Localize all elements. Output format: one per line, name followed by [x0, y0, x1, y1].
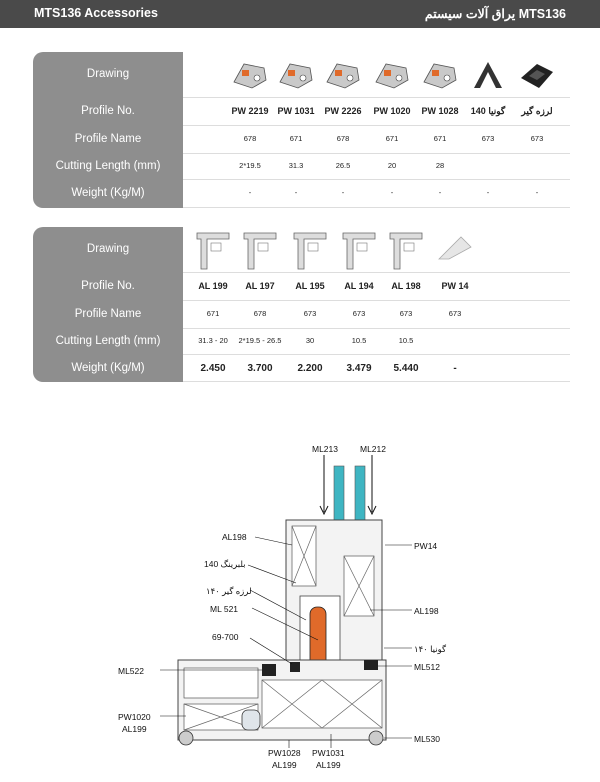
label-ml212: ML212: [360, 444, 386, 454]
corner-cleat-icon: [323, 58, 363, 94]
table-row: [33, 154, 570, 180]
corner-cleat-icon: [420, 58, 460, 94]
profile-section-icon: [193, 229, 233, 273]
profile-section-icon: [386, 229, 426, 273]
table-cell: 2*19.5 - 26.5: [238, 336, 282, 345]
table-cell: AL 199: [198, 281, 228, 291]
label-69-700: 69-700: [212, 632, 239, 642]
table-cell: 678: [243, 134, 257, 143]
accessories-table: [33, 52, 570, 208]
row-label: Profile Name: [74, 133, 142, 145]
table-cell: -: [248, 188, 252, 197]
label-al199-right: AL199: [316, 760, 341, 770]
table-cell: -: [390, 188, 394, 197]
table-cell: 28: [435, 161, 445, 170]
label-al198-right: AL198: [414, 606, 439, 616]
table-cell: -: [535, 188, 539, 197]
table-row: [33, 329, 570, 355]
table-cell: 10.5: [351, 336, 367, 345]
section-diagram: [0, 430, 600, 782]
label-pw14: PW14: [414, 541, 438, 551]
profile-section-icon: [339, 229, 379, 273]
table-row: [33, 126, 570, 154]
table-cell: 2.200: [297, 362, 323, 374]
label-al198-top: AL198: [222, 532, 247, 542]
corner-bracket-icon: [468, 58, 508, 94]
label-pw1031: PW1031: [312, 748, 345, 758]
table-cell: 673: [303, 309, 317, 318]
corner-cleat-icon: [372, 58, 412, 94]
table-cell: AL 198: [391, 281, 421, 291]
label-ml530: ML530: [414, 734, 440, 744]
table-row: [33, 227, 570, 273]
label-al199-mid: AL199: [272, 760, 297, 770]
label-ml522: ML522: [118, 666, 144, 676]
label-pw1020: PW1020: [118, 712, 151, 722]
table-cell: گونیا 140: [470, 106, 506, 116]
table-cell: 2*19.5: [239, 161, 261, 170]
table-cell: -: [341, 188, 345, 197]
table-cell: 671: [385, 134, 399, 143]
table-cell: PW 2219: [231, 106, 269, 116]
header-title-en: MTS136 Accessories: [34, 6, 158, 20]
table-cell: PW 1028: [421, 106, 459, 116]
label-ml213: ML213: [312, 444, 338, 454]
table-cell: 673: [352, 309, 366, 318]
label-al199-left: AL199: [122, 724, 147, 734]
corner-cleat-icon: [230, 58, 270, 94]
anti-vibration-block-icon: [517, 58, 557, 94]
table-cell: PW 1031: [277, 106, 315, 116]
label-ml512: ML512: [414, 662, 440, 672]
label-damper: لرزه گیر ۱۴۰: [206, 586, 252, 596]
profile-section-icon: [290, 229, 330, 273]
table-row: [33, 180, 570, 208]
table-cell: -: [453, 362, 457, 374]
table-cell: 3.479: [346, 362, 372, 374]
angle-profile-icon: [435, 229, 475, 273]
table-cell: 671: [433, 134, 447, 143]
table-cell: AL 195: [295, 281, 325, 291]
table-cell: -: [486, 188, 490, 197]
row-label: Profile Name: [74, 308, 142, 320]
glass-pane: [355, 466, 365, 528]
table-cell: -: [294, 188, 298, 197]
table-cell: 31.3 - 20: [198, 336, 228, 345]
table-cell: 5.440: [393, 362, 419, 374]
table-cell: -: [438, 188, 442, 197]
table-cell: 671: [289, 134, 303, 143]
table-cell: PW 1020: [373, 106, 411, 116]
page-header: [0, 0, 600, 28]
row-label: Drawing: [86, 68, 130, 80]
label-pw1028: PW1028: [268, 748, 301, 758]
table-cell: 673: [481, 134, 495, 143]
row-label: Weight (Kg/M): [71, 361, 145, 374]
profiles-table: [33, 227, 570, 382]
table-row: [33, 52, 570, 98]
table-cell: 673: [399, 309, 413, 318]
table-cell: AL 194: [344, 281, 374, 291]
table-cell: 678: [253, 309, 267, 318]
label-ml521: ML 521: [210, 604, 239, 614]
table-cell: 10.5: [398, 336, 414, 345]
table-cell: PW 14: [441, 281, 469, 291]
table-cell: PW 2226: [324, 106, 362, 116]
table-cell: 673: [530, 134, 544, 143]
header-title-fa: یراق آلات سیستم MTS136: [424, 7, 566, 21]
table-row: [33, 301, 570, 329]
table-cell: 26.5: [335, 161, 351, 170]
glass-pane: [334, 466, 344, 528]
table-cell: 20: [387, 161, 397, 170]
table-cell: 31.3: [288, 161, 304, 170]
row-label: Profile No.: [81, 280, 135, 292]
table-row: [33, 355, 570, 382]
label-gonia: گونیا ۱۴۰: [414, 644, 447, 654]
table-cell: 30: [305, 336, 315, 345]
table-cell: AL 197: [245, 281, 275, 291]
row-label: Cutting Length (mm): [55, 335, 161, 347]
table-cell: لرزه گیر: [521, 106, 553, 116]
label-bearing: بلبرینگ 140: [204, 559, 246, 569]
corner-cleat-icon: [276, 58, 316, 94]
table-cell: 673: [448, 309, 462, 318]
table-row: [33, 98, 570, 126]
row-label: Drawing: [86, 243, 130, 255]
row-label: Profile No.: [81, 105, 135, 117]
table-row: [33, 273, 570, 301]
profile-section-icon: [240, 229, 280, 273]
table-cell: 2.450: [200, 362, 226, 374]
row-label: Cutting Length (mm): [55, 160, 161, 172]
row-label: Weight (Kg/M): [71, 187, 145, 199]
table-cell: 3.700: [247, 362, 273, 374]
table-cell: 678: [336, 134, 350, 143]
table-cell: 671: [206, 309, 220, 318]
